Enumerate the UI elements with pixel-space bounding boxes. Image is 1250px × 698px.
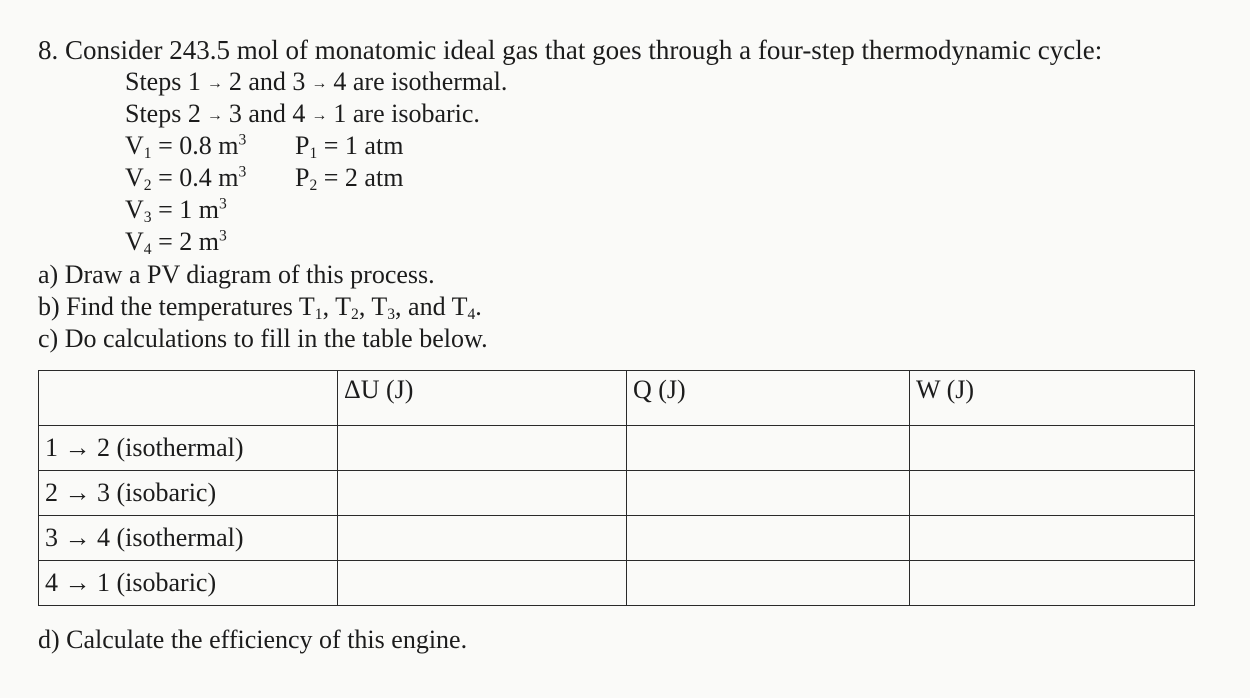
results-table bbox=[38, 370, 1195, 606]
isothermal-steps-b: 2 and 3 bbox=[228, 67, 306, 96]
given-v1-p1 bbox=[125, 130, 507, 162]
isobaric-steps-a: Steps 2 bbox=[125, 99, 201, 128]
given-v4: $V_4 = 2$ $m^3$ bbox=[125, 227, 227, 258]
cell-delta-u[interactable] bbox=[338, 426, 627, 471]
isobaric-steps-line bbox=[125, 98, 507, 130]
table-header-w: W (J) bbox=[910, 371, 1195, 426]
given-p1: $P_1 = 1$ atm bbox=[295, 131, 404, 162]
isobaric-steps-b: 3 and 4 bbox=[228, 99, 306, 128]
table-header-delta-u: ΔU (J) bbox=[338, 371, 627, 426]
cell-delta-u[interactable] bbox=[338, 516, 627, 561]
cell-q[interactable] bbox=[627, 426, 910, 471]
cell-q[interactable] bbox=[627, 516, 910, 561]
table-header-blank bbox=[39, 371, 338, 426]
row-label: 2 → 3 (isobaric) bbox=[39, 471, 338, 516]
table-row bbox=[39, 516, 1195, 561]
question-b: b) Find the temperatures $T_1$, $T_2$, $T_3$, and $T_4$. bbox=[38, 292, 482, 323]
arrow-icon: → bbox=[311, 107, 328, 124]
question-a: a) Draw a PV diagram of this process. bbox=[38, 260, 435, 289]
given-v2: $V_2 = 0.4$ $m^3$ bbox=[125, 163, 247, 194]
cell-w[interactable] bbox=[910, 516, 1195, 561]
isothermal-steps-line bbox=[125, 66, 507, 98]
arrow-icon: → bbox=[206, 75, 223, 92]
given-p2: $P_2 = 2$ atm bbox=[295, 163, 404, 194]
row-label: 3 → 4 (isothermal) bbox=[39, 516, 338, 561]
cell-q[interactable] bbox=[627, 471, 910, 516]
cell-w[interactable] bbox=[910, 471, 1195, 516]
table-row bbox=[39, 561, 1195, 606]
cell-q[interactable] bbox=[627, 561, 910, 606]
given-block bbox=[125, 66, 507, 258]
cell-w[interactable] bbox=[910, 561, 1195, 606]
table-row bbox=[39, 471, 1195, 516]
isothermal-steps-a: Steps 1 bbox=[125, 67, 201, 96]
given-v2-p2 bbox=[125, 162, 507, 194]
arrow-icon: → bbox=[311, 75, 328, 92]
arrow-icon: → bbox=[206, 107, 223, 124]
question-d: d) Calculate the efficiency of this engine. bbox=[38, 625, 468, 654]
given-v3: $V_3 = 1$ $m^3$ bbox=[125, 195, 227, 226]
questions-block bbox=[38, 259, 488, 355]
table-header-row bbox=[39, 371, 1195, 426]
table-header-q: Q (J) bbox=[627, 371, 910, 426]
problem-statement: 8. Consider 243.5 mol of monatomic ideal gas that goes through a four-step thermodynamic cycle: bbox=[38, 35, 1103, 65]
cell-delta-u[interactable] bbox=[338, 561, 627, 606]
isothermal-steps-c: 4 are isothermal. bbox=[333, 67, 508, 96]
isobaric-steps-c: 1 are isobaric. bbox=[333, 99, 480, 128]
question-c: c) Do calculations to fill in the table below. bbox=[38, 324, 488, 353]
cell-delta-u[interactable] bbox=[338, 471, 627, 516]
cell-w[interactable] bbox=[910, 426, 1195, 471]
given-v1: $V_1 = 0.8$ $m^3$ bbox=[125, 131, 247, 162]
table-row bbox=[39, 426, 1195, 471]
row-label: 1 → 2 (isothermal) bbox=[39, 426, 338, 471]
row-label: 4 → 1 (isobaric) bbox=[39, 561, 338, 606]
